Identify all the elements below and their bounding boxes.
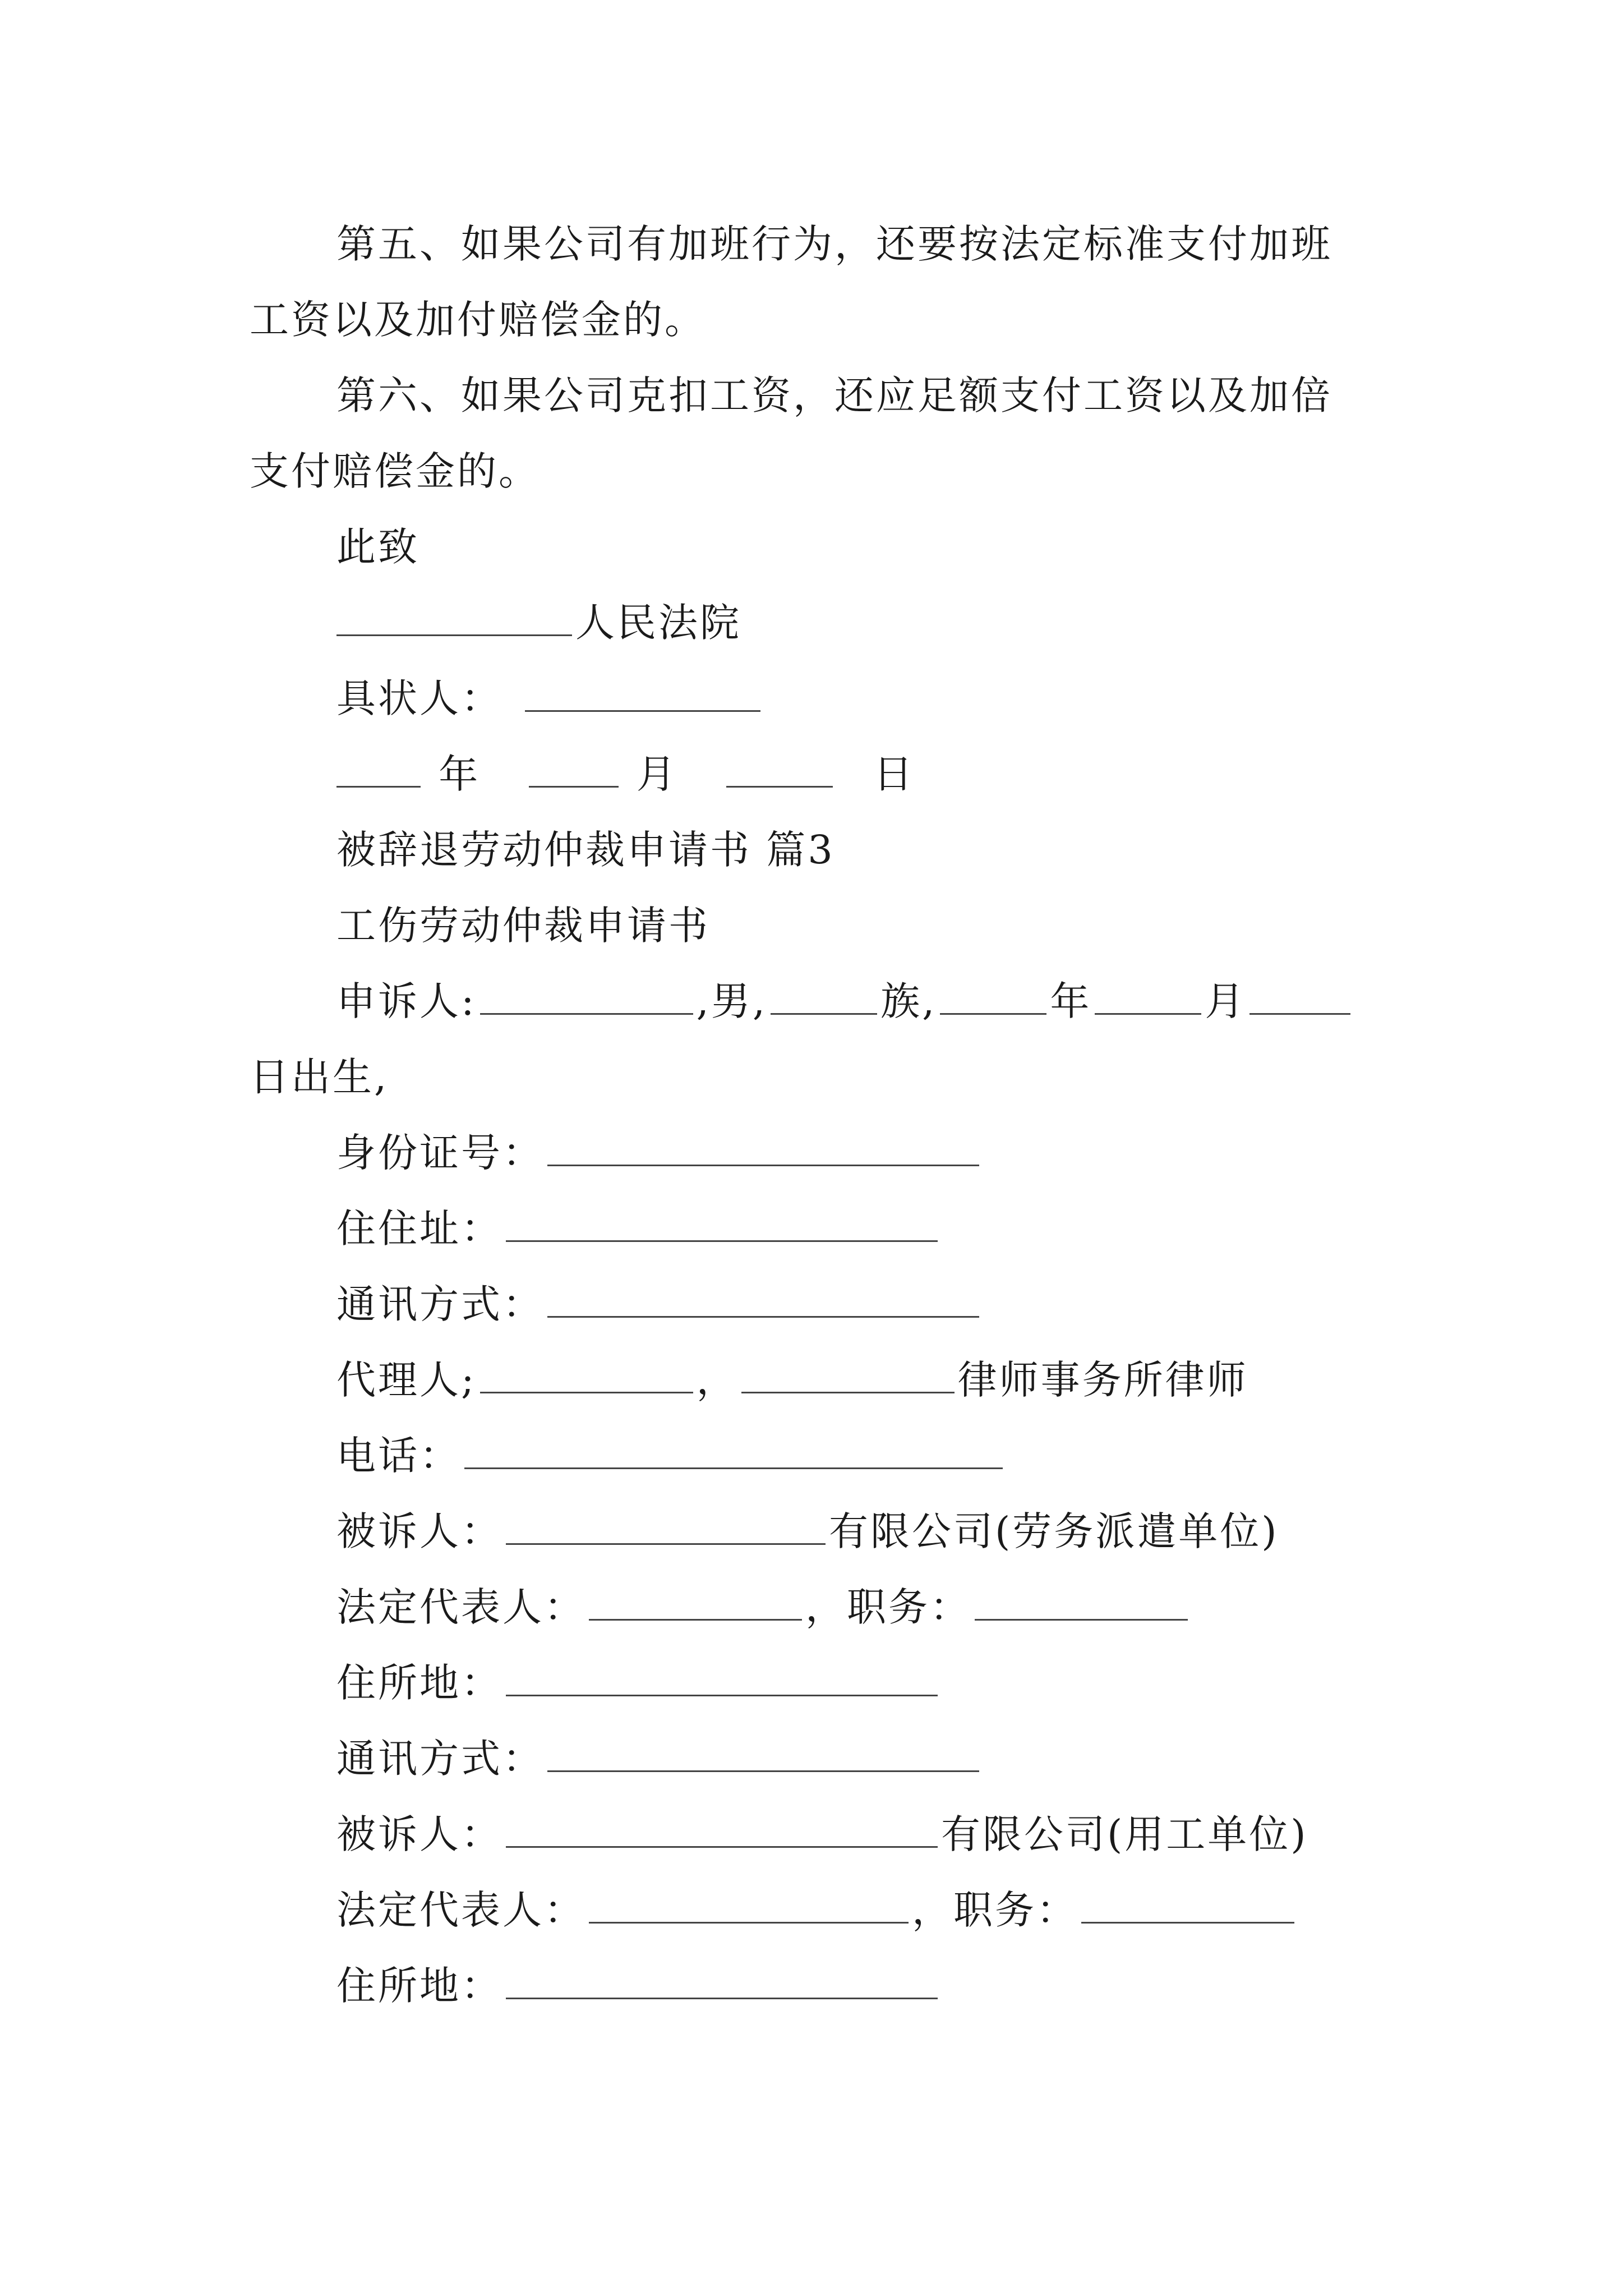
respondent-1-suffix: 有限公司(劳务派遣单位)	[829, 1508, 1279, 1554]
phone-blank	[464, 1434, 1003, 1469]
id-label: 身份证号：	[336, 1130, 544, 1176]
respondent-1-rep-blank	[589, 1585, 802, 1621]
birth-year-label: 年	[1050, 978, 1092, 1024]
section-title: 被辞退劳动仲裁申请书 篇3	[336, 827, 835, 873]
respondent-2-position-label: ，职务：	[912, 1887, 1078, 1933]
respondent-1-address-blank	[506, 1661, 938, 1696]
applicant-address-line	[336, 1203, 941, 1254]
plaintiff-signature-line	[336, 673, 764, 724]
applicant-id-line	[336, 1128, 983, 1178]
id-blank	[547, 1131, 979, 1166]
agent-comma: ，	[696, 1357, 738, 1403]
law-firm-suffix: 律师事务所律师	[957, 1357, 1248, 1403]
plaintiff-blank	[525, 677, 760, 712]
agent-label: 代理人;	[336, 1357, 477, 1403]
birth-month-label: 月	[1205, 978, 1247, 1024]
respondent-2-line	[336, 1809, 1308, 1860]
ethnicity-blank	[771, 979, 877, 1015]
section-subtitle: 工伤劳动仲裁申请书	[336, 903, 710, 949]
date-line	[336, 749, 915, 799]
court-name-blank	[336, 601, 572, 636]
day-label: 日	[873, 751, 915, 797]
respondent-2-rep-line	[336, 1885, 1298, 1935]
agent-line	[336, 1355, 1248, 1405]
respondent-1-contact-label: 通讯方式：	[336, 1736, 544, 1782]
agent-phone-line	[336, 1430, 1006, 1481]
applicant-contact-line	[336, 1279, 983, 1329]
phone-label: 电话：	[336, 1433, 461, 1479]
respondent-2-name-blank	[506, 1812, 938, 1848]
contact-blank	[547, 1282, 979, 1318]
month-blank	[529, 752, 619, 788]
month-label: 月	[636, 751, 678, 797]
birth-day-blank	[1249, 979, 1350, 1015]
respondent-1-address-label: 住所地：	[336, 1660, 502, 1706]
respondent-2-rep-label: 法定代表人：	[336, 1887, 585, 1933]
respondent-2-position-blank	[1081, 1888, 1294, 1924]
year-blank	[336, 752, 421, 788]
respondent-2-suffix: 有限公司(用工单位)	[941, 1811, 1308, 1857]
respondent-1-label: 被诉人：	[336, 1508, 502, 1554]
court-suffix: 人民法院	[575, 600, 741, 646]
paragraph-5-line-2: 工资以及加付赔偿金的。	[250, 297, 706, 343]
respondent-1-address-line	[336, 1658, 941, 1708]
address-label: 住住址：	[336, 1205, 502, 1251]
applicant-line	[336, 976, 1354, 1027]
day-blank	[726, 752, 833, 788]
respondent-1-contact-line	[336, 1733, 983, 1784]
respondent-1-line	[336, 1506, 1279, 1557]
salutation: 此致	[336, 524, 419, 570]
paragraph-6-line-2: 支付赔偿金的。	[250, 448, 540, 494]
respondent-1-rep-line	[336, 1582, 1191, 1632]
respondent-2-label: 被诉人：	[336, 1811, 502, 1857]
applicant-gender: ,男,	[696, 978, 768, 1024]
applicant-label: 申诉人:	[336, 978, 477, 1024]
law-firm-blank	[741, 1358, 955, 1393]
agent-name-blank	[480, 1358, 693, 1393]
court-line	[336, 597, 741, 648]
birth-month-blank	[1095, 979, 1201, 1015]
plaintiff-label: 具状人：	[336, 675, 502, 721]
ethnicity-label: 族,	[880, 978, 937, 1024]
paragraph-5-line-1: 第五、如果公司有加班行为，还要按法定标准支付加班	[336, 221, 1332, 267]
respondent-2-address-line	[336, 1961, 941, 2011]
respondent-1-position-blank	[975, 1585, 1188, 1621]
birth-year-blank	[940, 979, 1046, 1015]
respondent-2-address-blank	[506, 1964, 938, 1999]
respondent-2-address-label: 住所地：	[336, 1963, 502, 2009]
respondent-2-rep-blank	[589, 1888, 909, 1924]
year-label: 年	[439, 751, 481, 797]
respondent-1-rep-label: 法定代表人：	[336, 1584, 585, 1630]
respondent-1-contact-blank	[547, 1737, 979, 1772]
contact-label: 通讯方式：	[336, 1281, 544, 1327]
applicant-name-blank	[480, 979, 693, 1015]
respondent-1-position-label: ，职务：	[805, 1584, 971, 1630]
paragraph-6-line-1: 第六、如果公司克扣工资，还应足额支付工资以及加倍	[336, 372, 1332, 418]
applicant-birth-line: 日出生,	[250, 1054, 389, 1100]
address-blank	[506, 1207, 938, 1242]
respondent-1-name-blank	[506, 1510, 826, 1545]
